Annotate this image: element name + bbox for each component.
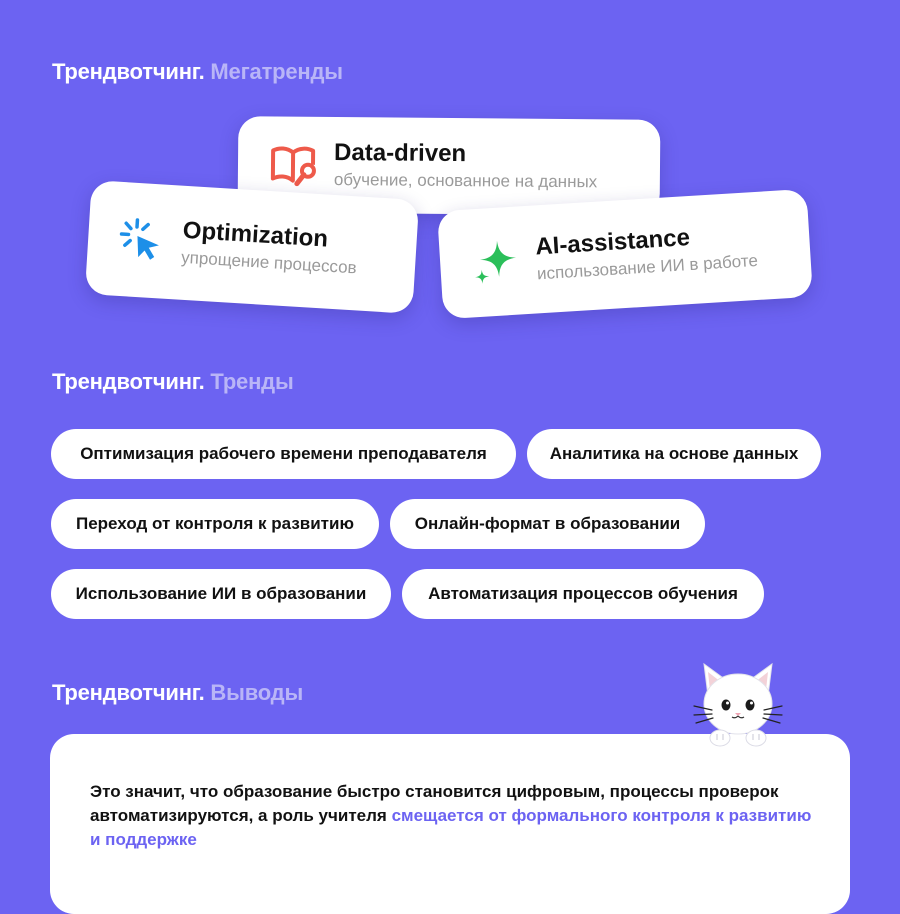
section-title-trends	[52, 369, 294, 395]
conclusion-text	[90, 780, 820, 851]
section-title-prefix: Трендвотчинг.	[52, 59, 205, 84]
megatrend-title: Optimization	[182, 216, 359, 255]
section-title-prefix: Трендвотчинг.	[52, 680, 205, 705]
cursor-click-icon	[115, 214, 168, 267]
megatrend-subtitle: использование ИИ в работе	[536, 250, 758, 286]
megatrend-card-ai-assistance	[437, 189, 813, 319]
trend-pill: Переход от контроля к развитию	[51, 499, 379, 549]
section-title-conclusions	[52, 680, 303, 706]
megatrend-card-optimization	[85, 180, 419, 314]
trend-pill: Аналитика на основе данных	[527, 429, 821, 479]
trend-pill: Использование ИИ в образовании	[51, 569, 391, 619]
megatrend-subtitle: упрощение процессов	[181, 247, 358, 280]
megatrend-title: Data-driven	[334, 139, 598, 170]
conclusion-text-main: Это значит, что образование быстро становится цифровым, процессы проверок автоматизируются, а роль учителя	[90, 782, 779, 825]
trend-pill: Онлайн-формат в образовании	[390, 499, 705, 549]
conclusion-highlight: смещается от формального контроля к развитию и поддержке	[90, 806, 811, 849]
section-title-megatrends	[52, 59, 343, 85]
white-cat-mascot-icon	[690, 658, 786, 750]
megatrend-subtitle: обучение, основанное на данных	[334, 169, 598, 193]
trend-pill: Автоматизация процессов обучения	[402, 569, 764, 619]
section-title-prefix: Трендвотчинг.	[52, 369, 205, 394]
trend-pill: Оптимизация рабочего времени преподавателя	[51, 429, 516, 479]
section-title-suffix: Выводы	[210, 680, 303, 705]
megatrend-title: AI-assistance	[535, 220, 758, 262]
section-title-suffix: Тренды	[210, 369, 293, 394]
section-title-suffix: Мегатренды	[210, 59, 342, 84]
open-book-wrench-icon	[268, 139, 318, 189]
conclusion-card	[50, 734, 850, 914]
sparkle-icon	[469, 235, 522, 288]
